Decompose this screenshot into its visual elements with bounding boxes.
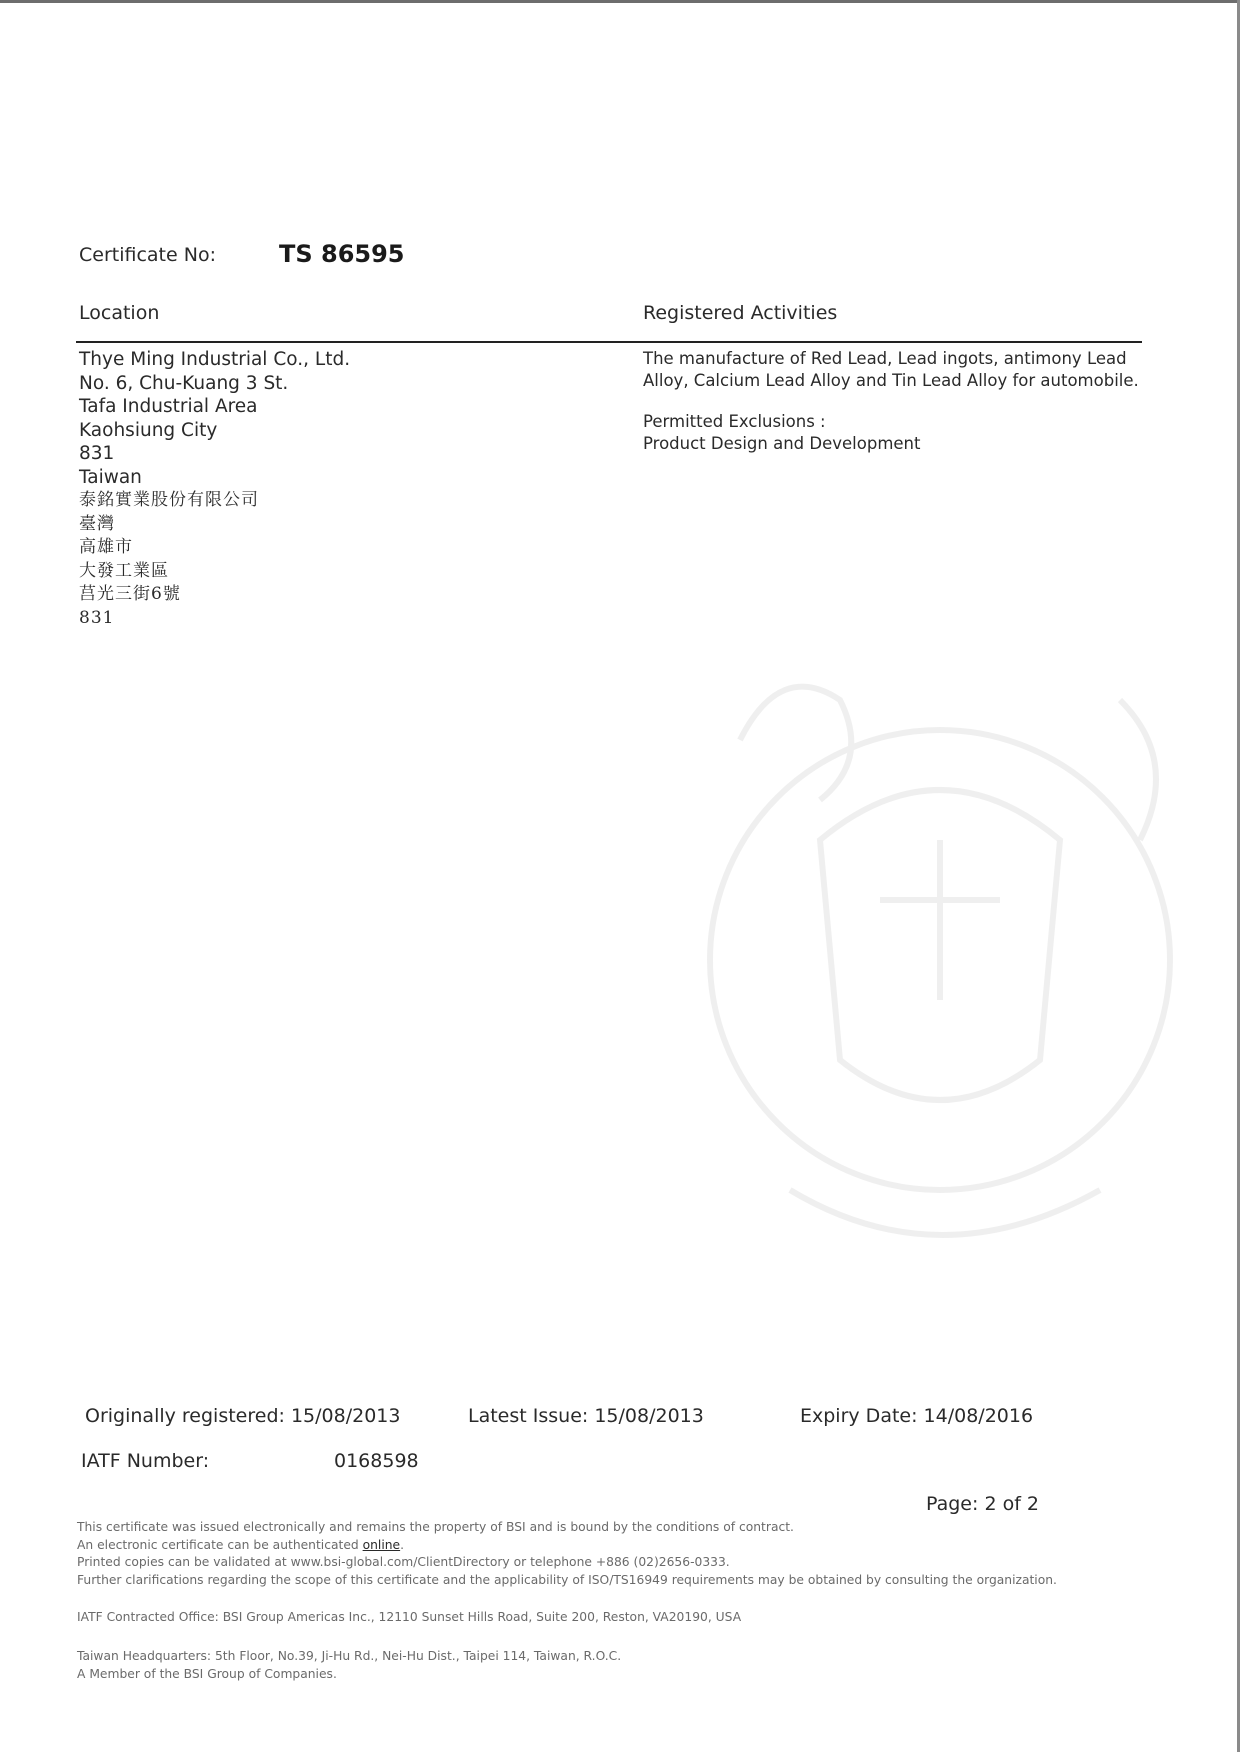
contracted-office-line: IATF Contracted Office: BSI Group Americas Inc., 12110 Sunset Hills Road, Suite 200, Reston, VA20190, USA (77, 1610, 742, 1624)
page-number: Page: 2 of 2 (926, 1493, 1040, 1515)
headquarters-line: Taiwan Headquarters: 5th Floor, No.39, Ji-Hu Rd., Nei-Hu Dist., Taipei 114, Taiwan, R.O.C. (77, 1649, 622, 1663)
location-header: Location (79, 302, 160, 324)
fine-print-line: Further clarifications regarding the scope of this certificate and the applicability of ISO/TS16949 requirements may be obtained by consulting the organization. (77, 1572, 1057, 1587)
scope-line: Alloy, Calcium Lead Alloy and Tin Lead Alloy for automobile. (643, 370, 1139, 390)
fine-print-text: . (400, 1537, 405, 1552)
address-line-chinese: 高雄市 (79, 537, 133, 557)
exclusions-label: Permitted Exclusions : (643, 412, 826, 431)
address-line-chinese: 臺灣 (79, 513, 115, 534)
fine-print-line: This certificate was issued electronically and remains the property of BSI and is bound by the conditions of contract. (77, 1520, 794, 1534)
fine-print-line: Printed copies can be validated at www.bsi-global.com/ClientDirectory or telephone +886 (02)2656-0333. (77, 1555, 730, 1569)
address-line-chinese: 大發工業區 (79, 560, 169, 581)
member-line: A Member of the BSI Group of Companies. (77, 1666, 337, 1681)
certificate-row (79, 240, 405, 268)
fine-print (77, 1519, 1057, 1589)
online-link[interactable]: online (362, 1537, 401, 1552)
originally-registered (85, 1405, 400, 1427)
coat-of-arms-watermark-icon (640, 540, 1220, 1360)
address-line-chinese: 泰銘實業股份有限公司 (79, 490, 259, 510)
address-line-chinese: 831 (79, 607, 115, 628)
latest-issue-label: Latest Issue: (468, 1405, 589, 1427)
address-line: Kaohsiung City (79, 419, 218, 441)
address-line: No. 6, Chu-Kuang 3 St. (79, 372, 289, 394)
address-line-chinese: 莒光三街6號 (79, 584, 181, 604)
contracted-office (77, 1609, 741, 1627)
headquarters (77, 1648, 621, 1683)
expiry-date-label: Expiry Date: (800, 1405, 918, 1427)
fine-print-text: An electronic certificate can be authenticated (77, 1537, 363, 1552)
location-address (79, 348, 350, 630)
registered-activities-header: Registered Activities (643, 302, 838, 324)
originally-registered-label: Originally registered: (85, 1405, 285, 1427)
expiry-date-value: 14/08/2016 (923, 1405, 1034, 1427)
scope-line: The manufacture of Red Lead, Lead ingots, antimony Lead (643, 349, 1127, 368)
latest-issue (468, 1405, 704, 1427)
exclusions-value: Product Design and Development (643, 433, 921, 453)
registered-activities (643, 348, 1143, 454)
address-line: Tafa Industrial Area (79, 396, 258, 417)
fine-print-line (77, 1537, 1057, 1555)
address-line: Thye Ming Industrial Co., Ltd. (79, 349, 351, 370)
iatf-number-value: 0168598 (334, 1450, 419, 1472)
iatf-number-label: IATF Number: (81, 1450, 210, 1472)
page-edge-top (0, 0, 1240, 3)
expiry-date (800, 1405, 1033, 1427)
address-line: 831 (79, 443, 115, 464)
latest-issue-value: 15/08/2013 (594, 1405, 704, 1427)
header-divider (76, 341, 1142, 343)
originally-registered-value: 15/08/2013 (290, 1405, 401, 1427)
certificate-label: Certificate No: (79, 244, 216, 266)
certificate-number: TS 86595 (279, 240, 405, 268)
address-line: Taiwan (79, 466, 142, 488)
